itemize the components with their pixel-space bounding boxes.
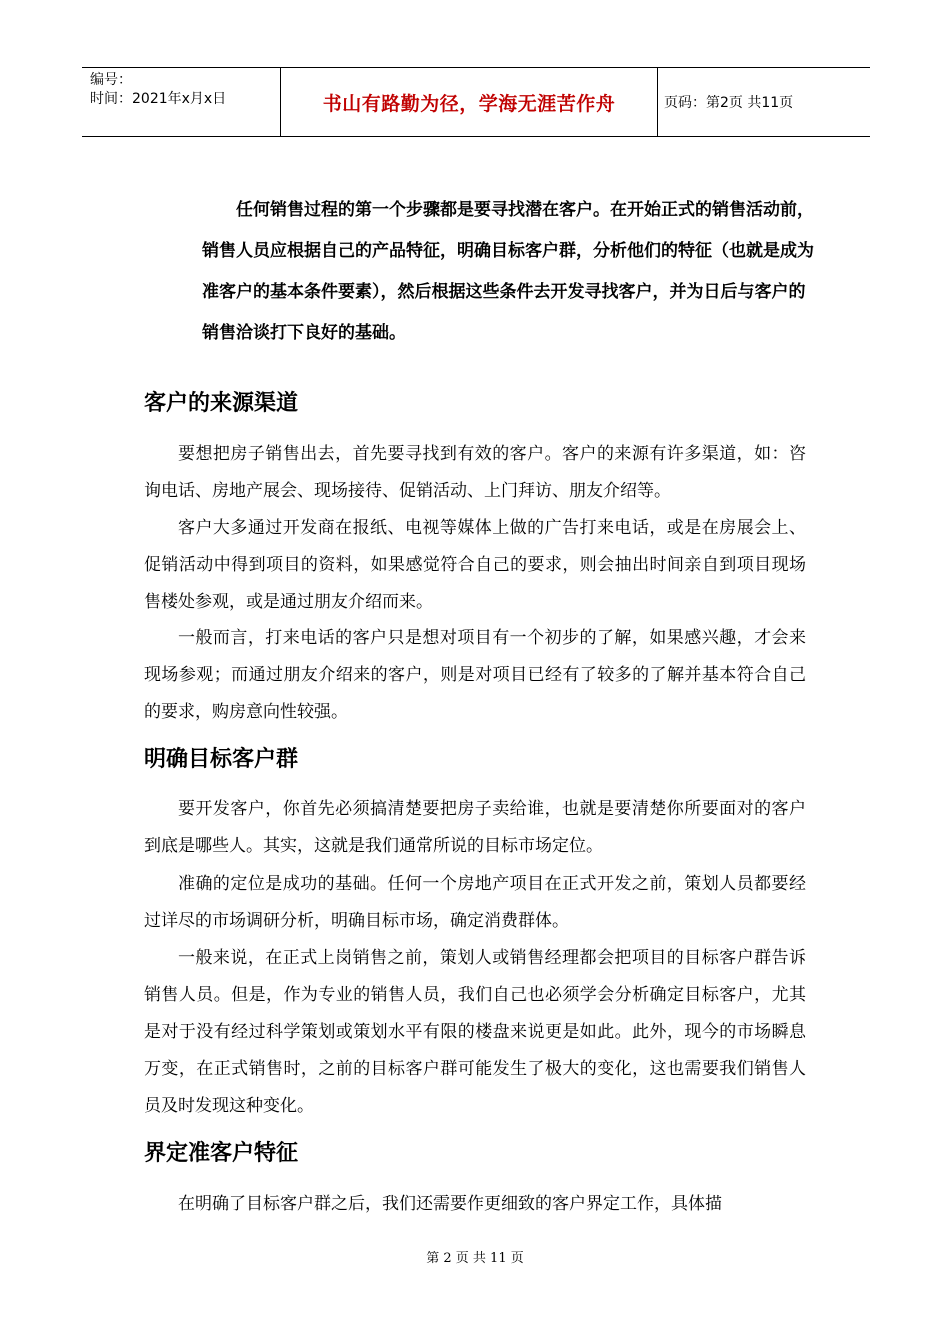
section-paragraph: 客户大多通过开发商在报纸、电视等媒体上做的广告打来电话，或是在房展会上、促销活动中得到项目的资料，如果感觉符合自己的要求，则会抽出时间亲自到项目现场售楼处参观，或是通过朋友介绍而来。 <box>144 518 806 612</box>
section-heading-customer-sources: 客户的来源渠道 <box>144 391 299 416</box>
page-footer: 第 2 页 共 11 页 <box>426 1251 524 1266</box>
intro-paragraph: 任何销售过程的第一个步骤都是要寻找潜在客户。在开始正式的销售活动前，销售人员应根据自己的产品特征，明确目标客户群，分析他们的特征（也就是成为准客户的基本条件要素），然后根据这些条件去开发寻找客户，并为日后与客户的销售洽谈打下良好的基础。 <box>202 200 814 343</box>
section-paragraph: 要开发客户，你首先必须搞清楚要把房子卖给谁，也就是要清楚你所要面对的客户到底是哪些人。其实，这就是我们通常所说的目标市场定位。 <box>144 799 806 856</box>
section-paragraph: 准确的定位是成功的基础。任何一个房地产项目在正式开发之前，策划人员都要经过详尽的市场调研分析，明确目标市场，确定消费群体。 <box>144 874 806 931</box>
section-paragraph: 一般来说，在正式上岗销售之前，策划人或销售经理都会把项目的目标客户群告诉销售人员。但是，作为专业的销售人员，我们自己也必须学会分析确定目标客户，尤其是对于没有经过科学策划或策划水平有限的楼盘来说更是如此。此外，现今的市场瞬息万变，在正式销售时，之前的目标客户群可能发生了极大的变化，这也需要我们销售人员及时发现这种变化。 <box>144 948 806 1116</box>
document-number-label: 编号： <box>90 72 132 88</box>
header-page-info: 页码：第2页 共11页 <box>664 95 794 111</box>
section-heading-target-group: 明确目标客户群 <box>144 747 299 772</box>
section-paragraph: 要想把房子销售出去，首先要寻找到有效的客户。客户的来源有许多渠道，如：咨询电话、房地产展会、现场接待、促销活动、上门拜访、朋友介绍等。 <box>144 444 806 501</box>
header-meta-cell <box>82 68 281 136</box>
page-header <box>82 67 870 137</box>
section-paragraph: 一般而言，打来电话的客户只是想对项目有一个初步的了解，如果感兴趣，才会来现场参观；而通过朋友介绍来的客户，则是对项目已经有了较多的了解并基本符合自己的要求，购房意向性较强。 <box>144 628 806 722</box>
header-motto: 书山有路勤为径，学海无涯苦作舟 <box>281 68 658 136</box>
document-time-label: 时间：2021年x月x日 <box>90 91 227 107</box>
section-paragraph: 在明确了目标客户群之后，我们还需要作更细致的客户界定工作，具体描 <box>178 1194 722 1214</box>
section-heading-prospect-traits: 界定准客户特征 <box>144 1141 299 1166</box>
